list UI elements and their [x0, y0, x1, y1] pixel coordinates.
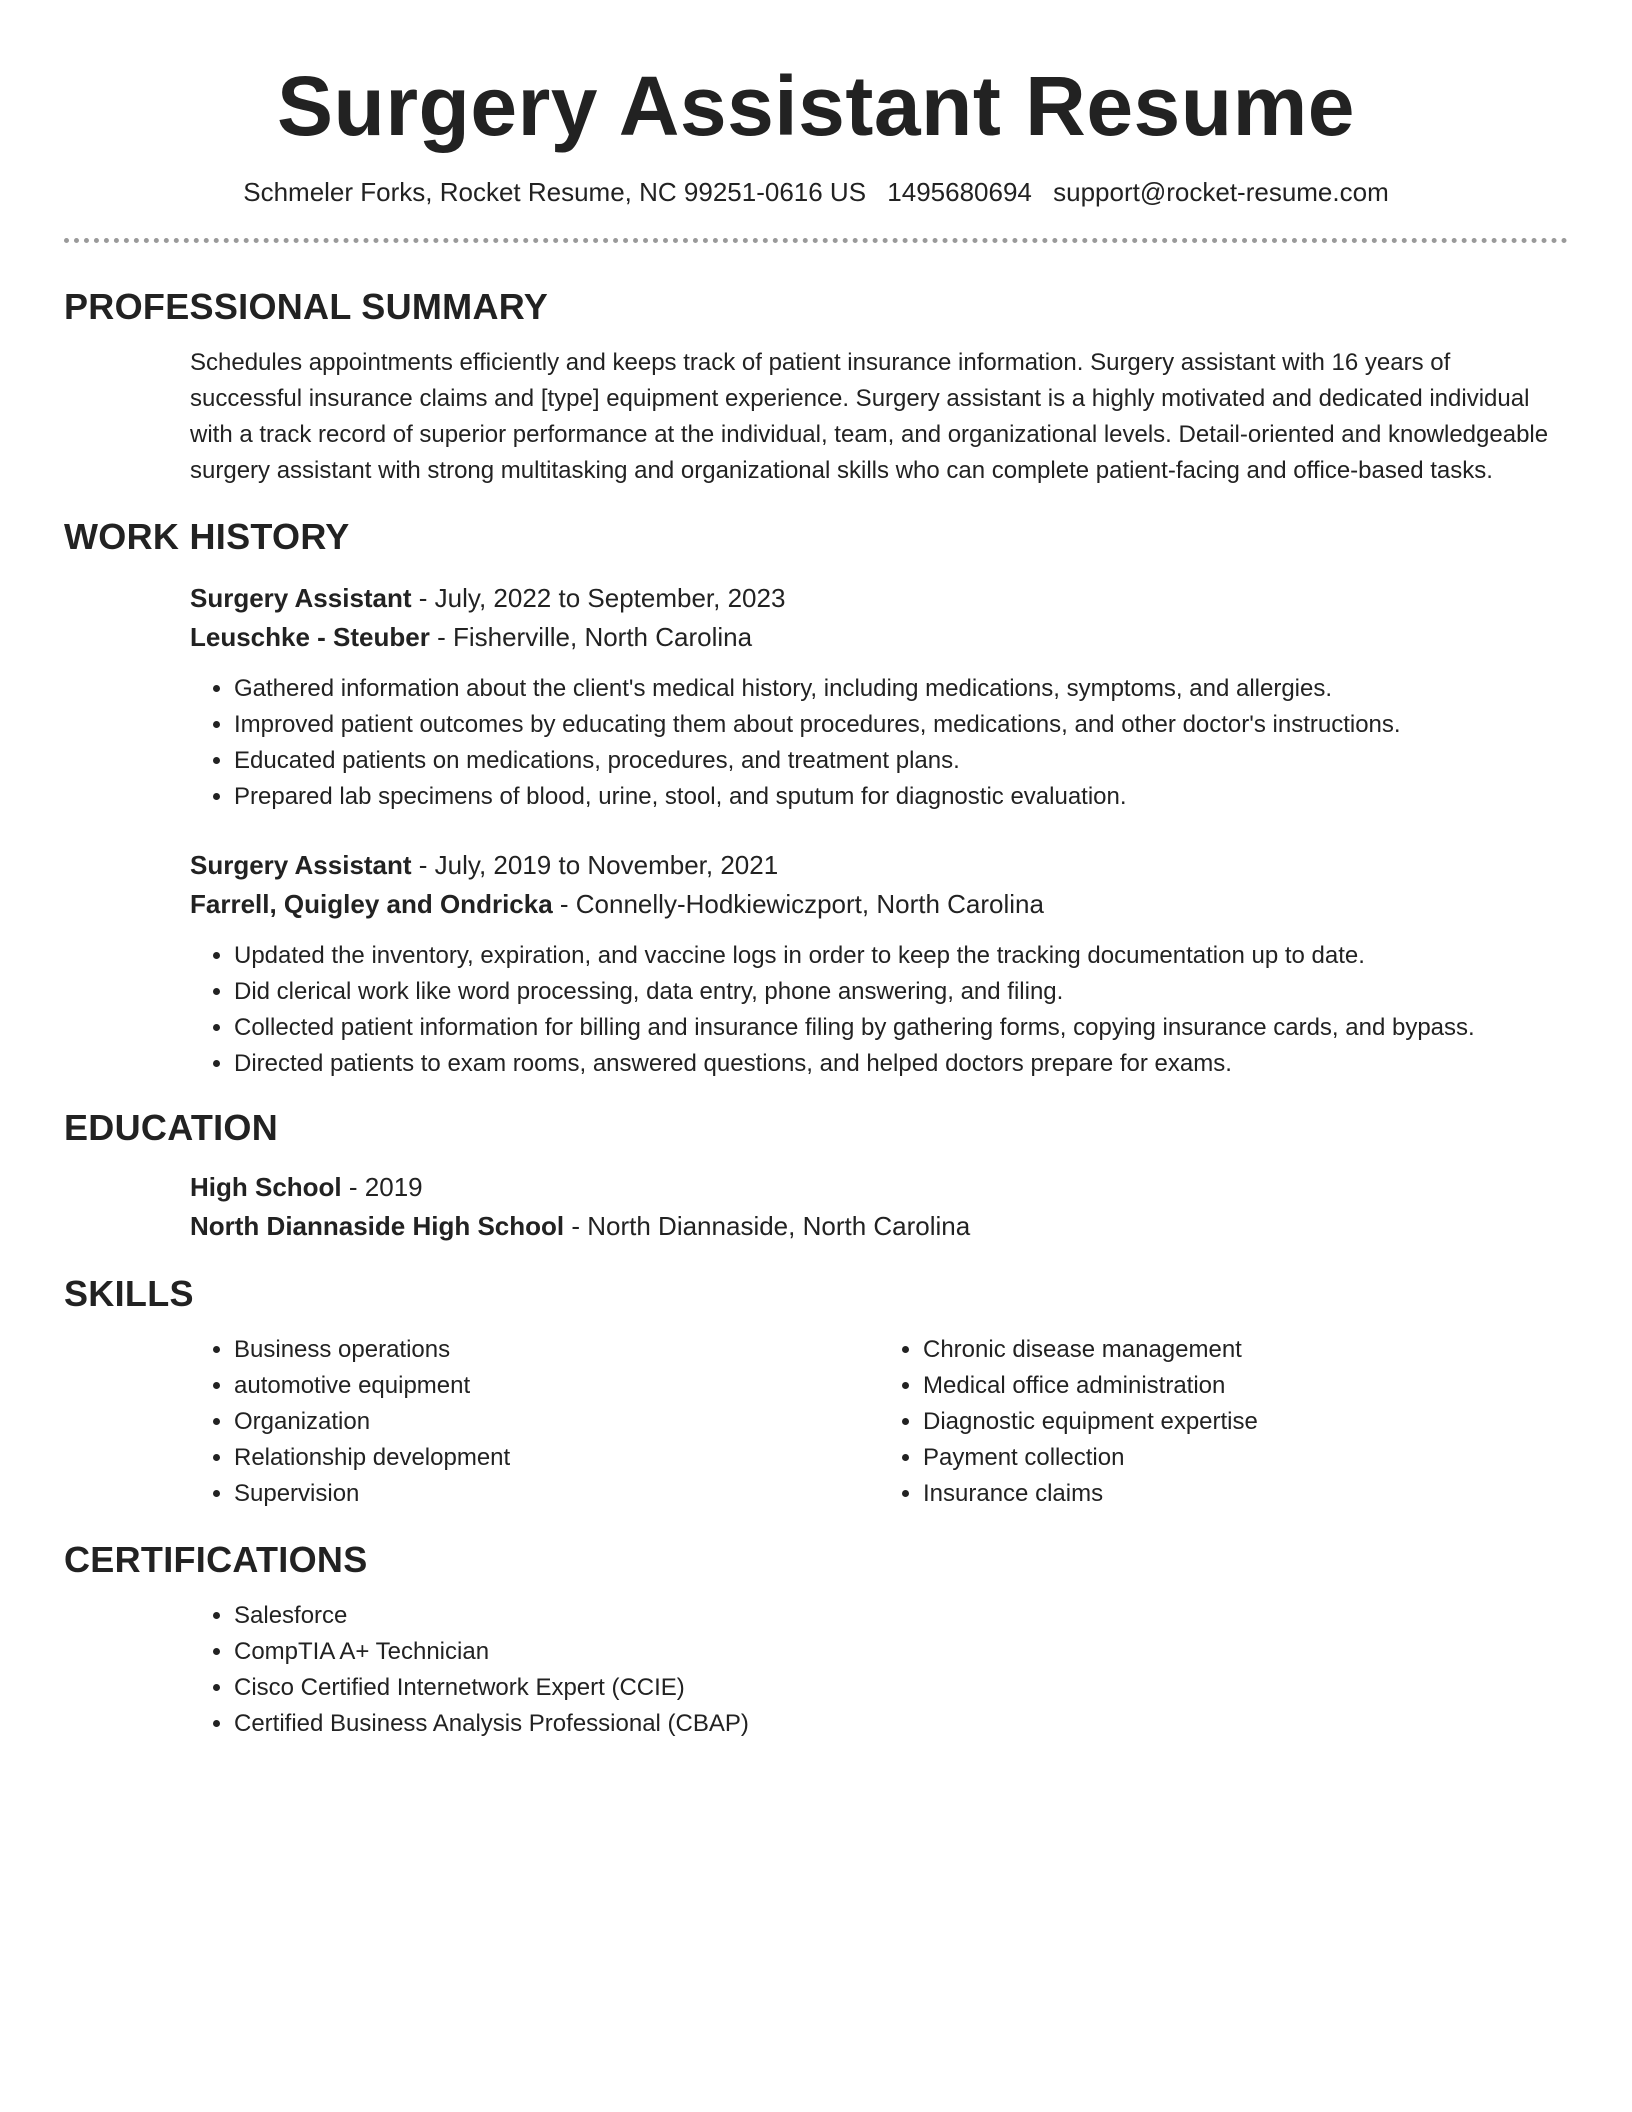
section-title-certifications: CERTIFICATIONS [64, 1539, 368, 1580]
list-item: • Improved patient outcomes by educating them about procedures, medications, and other doctor's instructions. [234, 707, 1568, 743]
skills-section [190, 1332, 1568, 1512]
list-item: • Directed patients to exam rooms, answered questions, and helped doctors prepare for exams. [234, 1046, 1568, 1082]
skills-list-left [190, 1332, 879, 1512]
list-item: • Gathered information about the client's medical history, including medications, symptoms, and allergies. [234, 671, 1568, 707]
job-title-line [190, 846, 1568, 885]
list-item: • Salesforce [234, 1598, 1568, 1634]
job-role: Surgery Assistant [190, 583, 412, 613]
job-company: Farrell, Quigley and Ondricka [190, 889, 553, 919]
summary-text: Schedules appointments efficiently and keeps track of patient insurance information. Surgery assistant with 16 years of successful insurance claims and [type] equipment experience. Surgery assistant is a highly motivated and dedicated individual with a track record of superior performance at the individual, team, and organizational levels. Detail-oriented and knowledgeable surgery assistant with strong multitasking and organizational skills who can complete patient-facing and office-based tasks. [190, 349, 1549, 484]
summary-section [190, 345, 1568, 489]
job-bullets [190, 938, 1568, 1082]
job-company: Leuschke - Steuber [190, 622, 430, 652]
list-item: • Organization [234, 1404, 879, 1440]
education-school-line [190, 1207, 1568, 1246]
education-year: - 2019 [341, 1172, 423, 1202]
list-item: • Relationship development [234, 1440, 879, 1476]
work-history-section [190, 579, 1568, 1082]
list-item: • Certified Business Analysis Professional (CBAP) [234, 1706, 1568, 1742]
job-dates: - July, 2022 to September, 2023 [411, 583, 786, 613]
list-item: • Payment collection [923, 1440, 1568, 1476]
contact-phone: 1495680694 [887, 177, 1032, 207]
list-item: • Educated patients on medications, procedures, and treatment plans. [234, 743, 1568, 779]
education-school: North Diannaside High School [190, 1211, 565, 1241]
list-item: • Chronic disease management [923, 1332, 1568, 1368]
list-item: • Business operations [234, 1332, 879, 1368]
education-location: - North Diannaside, North Carolina [564, 1211, 971, 1241]
list-item: • Did clerical work like word processing, data entry, phone answering, and filing. [234, 974, 1568, 1010]
job-role: Surgery Assistant [190, 850, 412, 880]
job-title-line [190, 579, 1568, 618]
section-title-summary: PROFESSIONAL SUMMARY [64, 286, 549, 327]
job-company-line [190, 618, 1568, 657]
contact-line [64, 176, 1568, 208]
list-item: • CompTIA A+ Technician [234, 1634, 1568, 1670]
job-entry [190, 579, 1568, 815]
job-location: - Fisherville, North Carolina [429, 622, 753, 652]
list-item: • Cisco Certified Internetwork Expert (CCIE) [234, 1670, 1568, 1706]
job-entry [190, 846, 1568, 1082]
education-section [190, 1168, 1568, 1246]
list-item: • automotive equipment [234, 1368, 879, 1404]
contact-email: support@rocket-resume.com [1053, 177, 1389, 207]
list-item: • Insurance claims [923, 1476, 1568, 1512]
list-item: • Supervision [234, 1476, 879, 1512]
contact-address: Schmeler Forks, Rocket Resume, NC 99251-0616 US [243, 177, 867, 207]
section-title-skills: SKILLS [64, 1273, 194, 1314]
list-item: • Collected patient information for billing and insurance filing by gathering forms, copying insurance cards, and bypass. [234, 1010, 1568, 1046]
job-company-line [190, 885, 1568, 924]
resume-title: Surgery Assistant Resume [277, 59, 1355, 153]
list-item: • Prepared lab specimens of blood, urine, stool, and sputum for diagnostic evaluation. [234, 779, 1568, 815]
list-item: • Updated the inventory, expiration, and vaccine logs in order to keep the tracking documentation up to date. [234, 938, 1568, 974]
job-location: - Connelly-Hodkiewiczport, North Carolina [552, 889, 1044, 919]
list-item: • Diagnostic equipment expertise [923, 1404, 1568, 1440]
education-degree: High School [190, 1172, 342, 1202]
job-bullets [190, 671, 1568, 815]
section-title-education: EDUCATION [64, 1107, 279, 1148]
job-dates: - July, 2019 to November, 2021 [411, 850, 779, 880]
education-degree-line [190, 1168, 1568, 1207]
skills-list-right [879, 1332, 1568, 1512]
list-item: • Medical office administration [923, 1368, 1568, 1404]
header-divider [64, 238, 1568, 243]
section-title-work-history: WORK HISTORY [64, 516, 350, 557]
resume-page [64, 0, 1568, 1742]
certifications-list [190, 1598, 1568, 1742]
certifications-section [190, 1598, 1568, 1742]
